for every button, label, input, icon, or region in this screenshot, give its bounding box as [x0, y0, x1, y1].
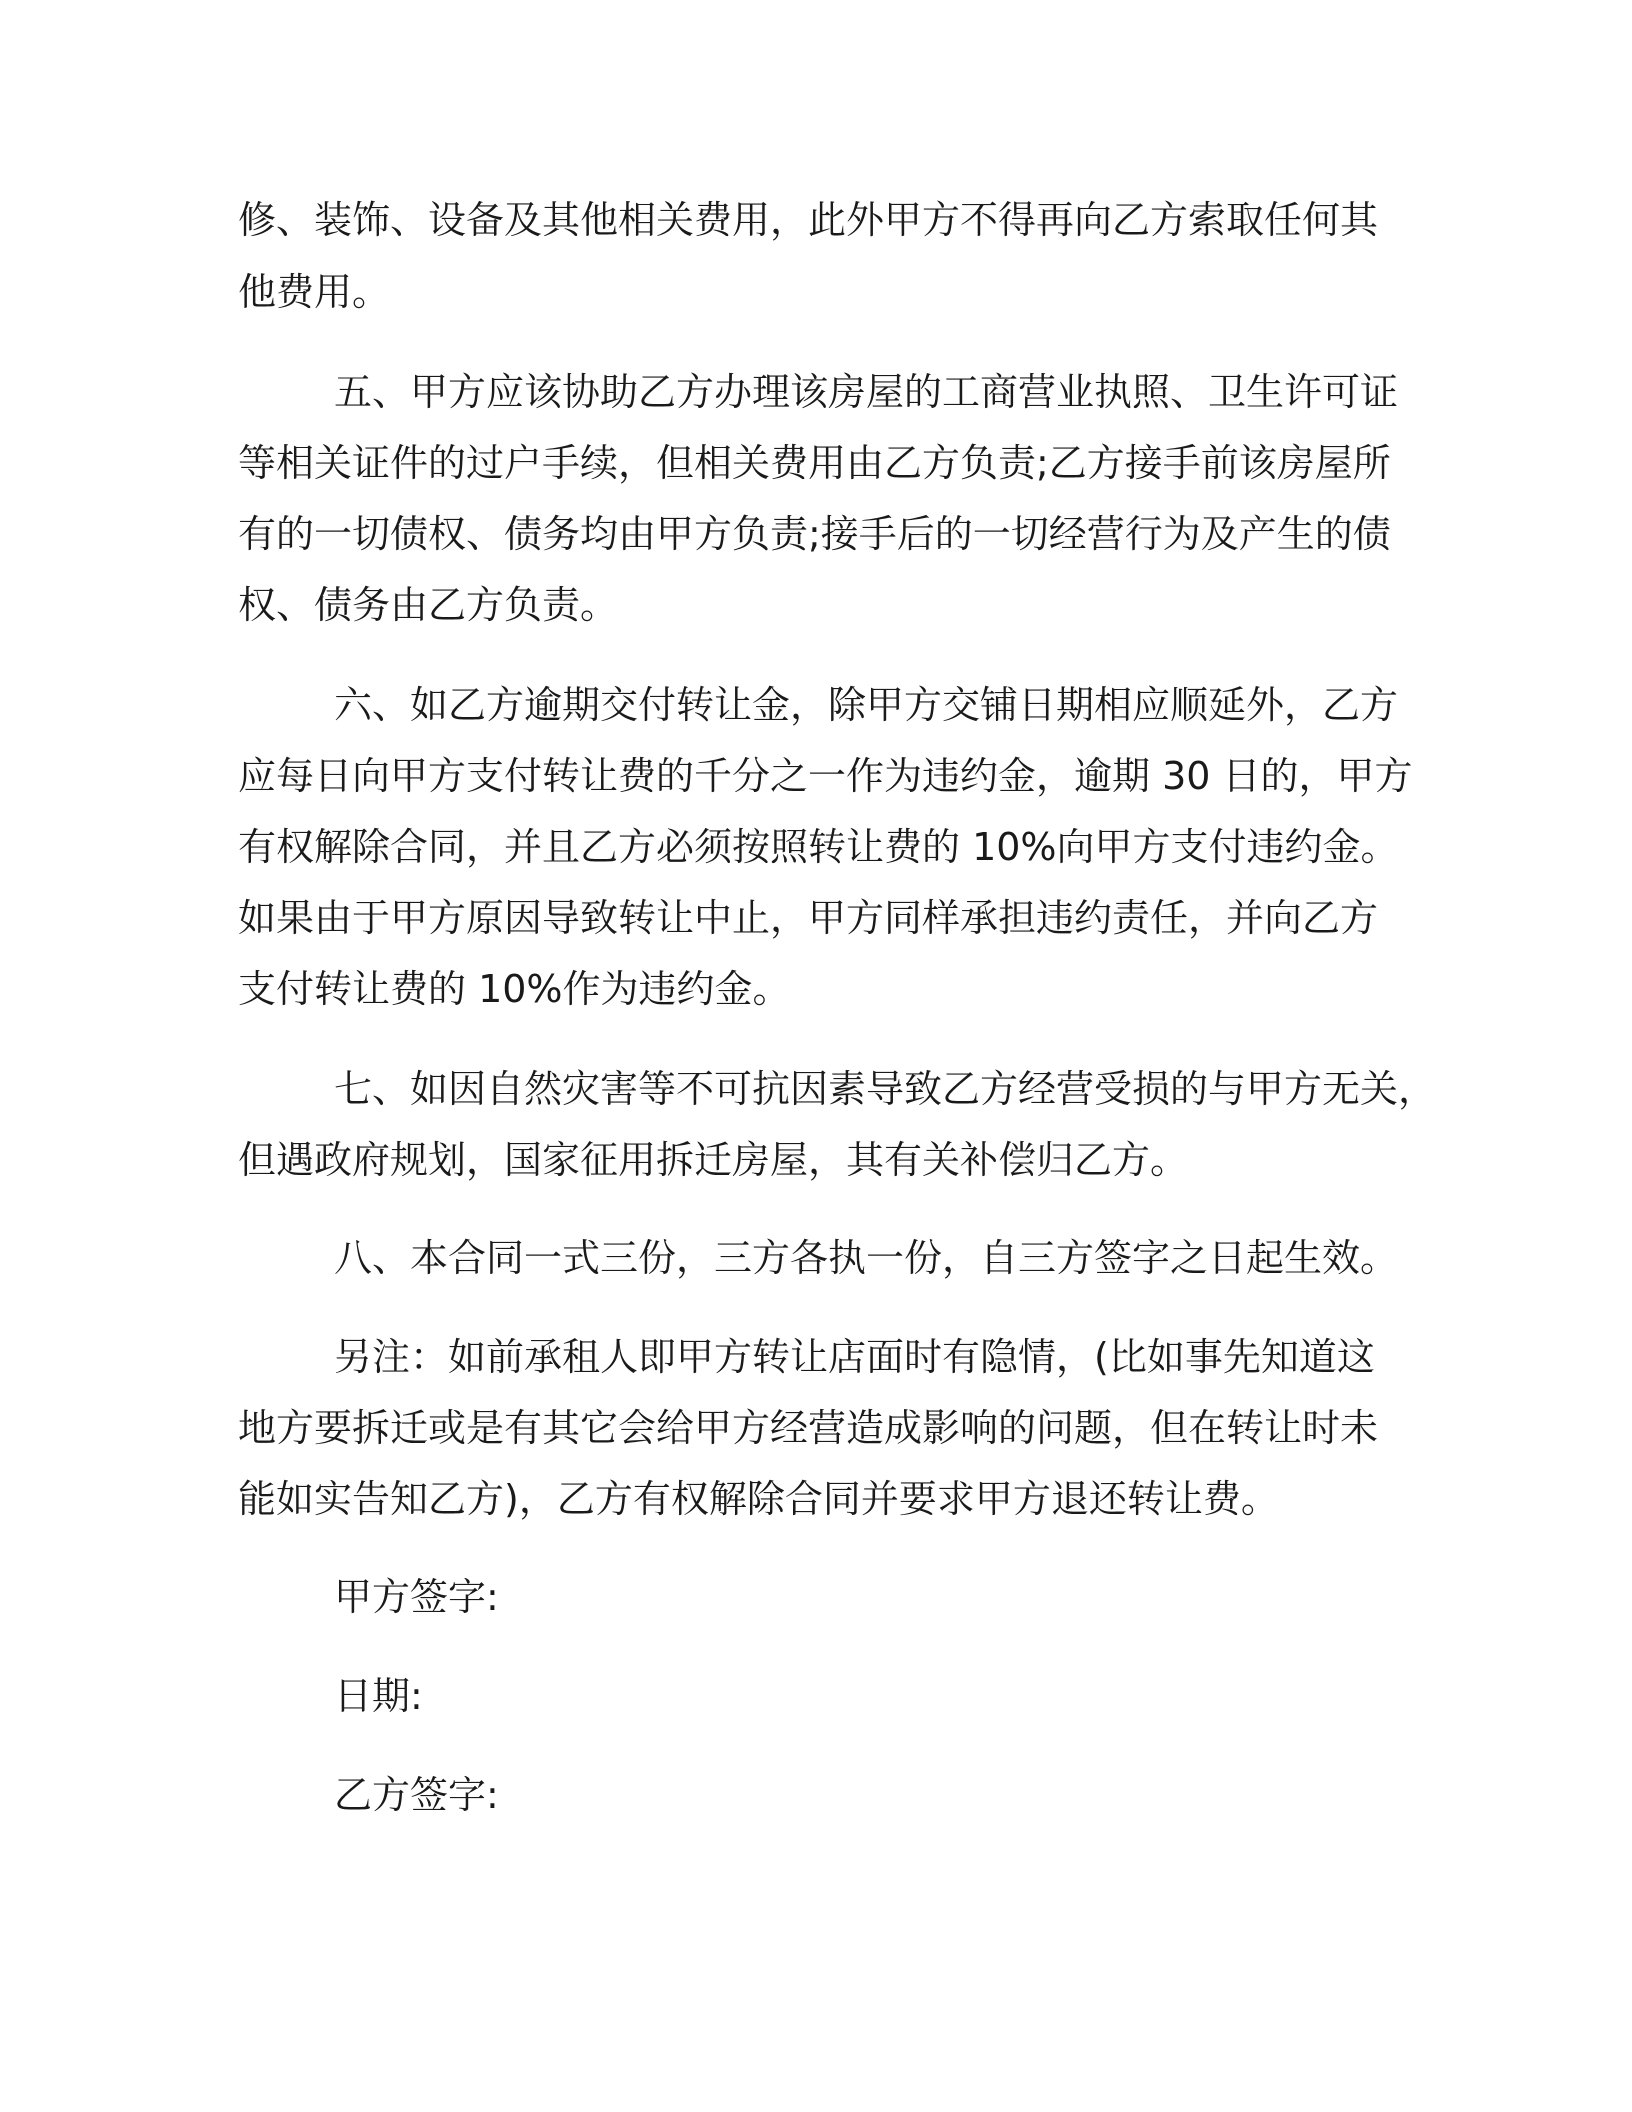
- note-line: 另注：如前承租人即甲方转让店面时有隐情，(比如事先知道这: [334, 1335, 1375, 1379]
- clause-5-line: 权、债务由乙方负责。: [238, 583, 619, 627]
- clause-7-line: 七、如因自然灾害等不可抗因素导致乙方经营受损的与甲方无关，: [334, 1067, 1437, 1111]
- clause-5-line: 五、甲方应该协助乙方办理该房屋的工商营业执照、卫生许可证: [334, 370, 1399, 414]
- clause-8-line: 八、本合同一式三份，三方各执一份，自三方签字之日起生效。: [334, 1236, 1399, 1280]
- party-a-signature-label: 甲方签字:: [334, 1575, 499, 1619]
- note-line: 地方要拆迁或是有其它会给甲方经营造成影响的问题，但在转让时未: [238, 1406, 1379, 1450]
- date-label: 日期:: [334, 1674, 423, 1718]
- paragraph-line: 他费用。: [238, 270, 391, 314]
- clause-6-line: 如果由于甲方原因导致转让中止，甲方同样承担违约责任，并向乙方: [238, 896, 1379, 940]
- clause-6-line: 应每日向甲方支付转让费的千分之一作为违约金，逾期 30 日的，甲方: [238, 754, 1413, 798]
- party-b-signature-label: 乙方签字:: [334, 1773, 499, 1817]
- clause-7-line: 但遇政府规划，国家征用拆迁房屋，其有关补偿归乙方。: [238, 1138, 1189, 1182]
- clause-5-line: 有的一切债权、债务均由甲方负责;接手后的一切经营行为及产生的债: [238, 512, 1391, 556]
- clause-6-line: 六、如乙方逾期交付转让金，除甲方交铺日期相应顺延外，乙方: [334, 683, 1399, 727]
- clause-5-line: 等相关证件的过户手续，但相关费用由乙方负责;乙方接手前该房屋所: [238, 441, 1391, 485]
- clause-6-line: 有权解除合同，并且乙方必须按照转让费的 10%向甲方支付违约金。: [238, 825, 1399, 869]
- paragraph-line: 修、装饰、设备及其他相关费用，此外甲方不得再向乙方索取任何其: [238, 198, 1379, 242]
- note-line: 能如实告知乙方)，乙方有权解除合同并要求甲方退还转让费。: [238, 1477, 1279, 1521]
- clause-6-line: 支付转让费的 10%作为违约金。: [238, 967, 791, 1011]
